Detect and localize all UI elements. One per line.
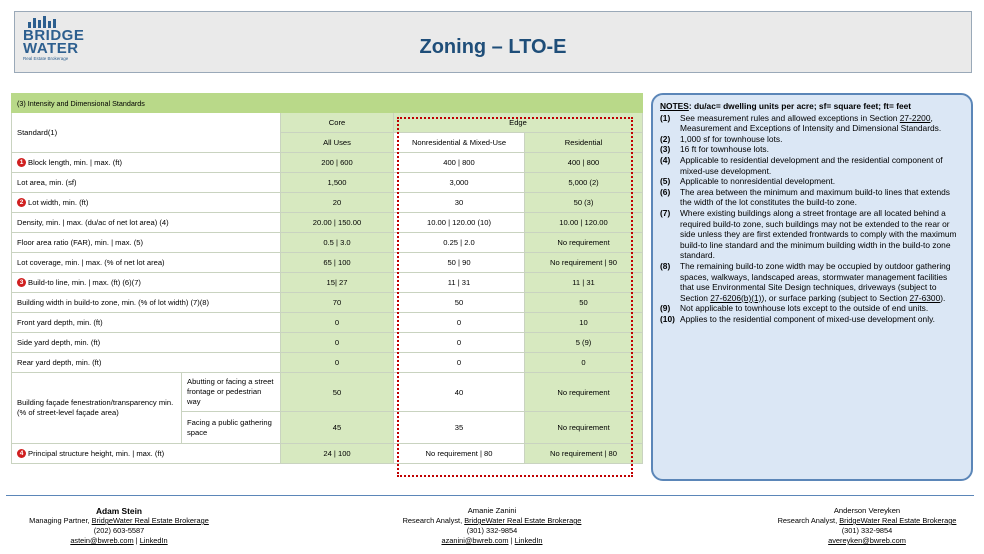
col-residential: Residential — [525, 133, 643, 153]
nonres-value: 50 — [394, 293, 525, 313]
core-value: 0 — [281, 353, 394, 373]
res-value: 5 (9) — [525, 333, 643, 353]
email-link[interactable]: astein@bwreb.com — [70, 536, 134, 545]
table-row — [12, 293, 643, 313]
nonres-value: 0 — [394, 333, 525, 353]
section-title: (3) Intensity and Dimensional Standards — [12, 94, 643, 113]
company-link[interactable]: BridgeWater Real Estate Brokerage — [464, 516, 582, 525]
marker-badge: 4 — [17, 449, 26, 458]
table-row — [12, 213, 643, 233]
core-value: 0.5 | 3.0 — [281, 233, 394, 253]
linkedin-link[interactable]: LinkedIn — [514, 536, 543, 545]
table-row: Facing a public gathering space 45 35 No requirement — [12, 412, 643, 444]
res-value: 11 | 31 — [525, 273, 643, 293]
facade-sub-label: Abutting or facing a street frontage or pedestrian way — [182, 373, 281, 412]
res-value: 10 — [525, 313, 643, 333]
linkedin-link[interactable]: LinkedIn — [139, 536, 168, 545]
row-label: Rear yard depth, min. (ft) — [12, 353, 281, 373]
core-value: 20.00 | 150.00 — [281, 213, 394, 233]
row-label: Building width in build-to zone, min. (% of lot width) (7)(8) — [12, 293, 281, 313]
nonres-value: 10.00 | 120.00 (10) — [394, 213, 525, 233]
res-value: 50 (3) — [525, 193, 643, 213]
marker-badge: 2 — [17, 198, 26, 207]
nonres-value: 30 — [394, 193, 525, 213]
nonres-value: 0 — [394, 353, 525, 373]
nonres-value: 400 | 800 — [394, 153, 525, 173]
company-link[interactable]: BridgeWater Real Estate Brokerage — [839, 516, 957, 525]
contact-card: Amanie Zanini Research Analyst, BridgeWater Real Estate Brokerage (301) 332-9854 azanini@bwreb.com | LinkedIn — [402, 506, 582, 545]
standard-header: Standard(1) — [12, 113, 281, 153]
core-value: 20 — [281, 193, 394, 213]
table-row — [12, 333, 643, 353]
row-label: Side yard depth, min. (ft) — [12, 333, 281, 353]
company-link[interactable]: BridgeWater Real Estate Brokerage — [91, 516, 209, 525]
note-item: (5) Applicable to nonresidential development. — [660, 176, 836, 187]
email-link[interactable]: azanini@bwreb.com — [441, 536, 509, 545]
marker-badge: 1 — [17, 158, 26, 167]
slide-header — [14, 11, 972, 73]
note-item: (6) The area between the minimum and maximum build-to lines that extends the width of the lot constitutes the build-to zone. — [660, 186, 950, 208]
note-item: (10) Applies to the residential component of mixed-use development only. — [660, 313, 935, 324]
footer-divider — [6, 495, 974, 496]
core-value: 1,500 — [281, 173, 394, 193]
core-value: 0 — [281, 313, 394, 333]
section-link[interactable]: 27-2200 — [899, 112, 931, 123]
row-label: 3 Build-to line, min. | max. (ft) (6)(7) — [12, 273, 281, 293]
note-item: (3) 16 ft for townhouse lots. — [660, 144, 769, 155]
notes-panel: NOTES: du/ac= dwelling units per acre; sf= square feet; ft= feet (1) See measurement rules and allowed exceptions in Section 27-2200, Measurement and Exceptions of Intensity and Dimensional Standards. (2) 1,000 sf for townhouse lots. (3) 16 ft for townhouse lots. (4) Applicable to residential development and the residential component of mixed-use development. (5) Applicable to nonresidential development. (6) The area between the minimum and maximum build-to lines that extends the width of the lot constitutes the build-to zone. (7) Where existing buildings along a street frontage are all located behind a required build-to zone, such buildings may not be extended to the rear or side unless they are first extended frontwards to comply with the maximum build-to line standard and the minimum building width in the build-to zone standard. (8) The remaining build-to zone width may be occupied by outdoor gathering spaces, walkways, landscaped areas, stormwater management facilities that use Environmental Site Design techniques, driveways (subject to Section 27-6206(b)(1)), or surface parking (subject to Section 27-6300). (9) Not applicable to townhouse lots except to the outside of end units. (10) Applies to the residential component of mixed-use development only. — [651, 93, 973, 481]
bridgewater-logo: BRIDGE WATER Real Estate Brokerage — [23, 16, 87, 68]
nonres-value: 0.25 | 2.0 — [394, 233, 525, 253]
res-value: No requirement | 90 — [525, 253, 643, 273]
nonres-value: 3,000 — [394, 173, 525, 193]
note-item: (4) Applicable to residential development and the residential component of mixed-use development. — [660, 154, 943, 176]
core-header: Core — [281, 113, 394, 133]
table-row — [12, 233, 643, 253]
section-link[interactable]: 27-6300 — [909, 292, 941, 303]
res-value: 50 — [525, 293, 643, 313]
nonres-value: 50 | 90 — [394, 253, 525, 273]
table-row — [12, 193, 643, 213]
row-label: Density, min. | max. (du/ac of net lot area) (4) — [12, 213, 281, 233]
marker-badge: 3 — [17, 278, 26, 287]
table-row — [12, 273, 643, 293]
note-item: (8) The remaining build-to zone width may be occupied by outdoor gathering spaces, walkways, landscaped areas, stormwater management facilities that use Environmental Site Design techniques, driveways (subject to Section 27-6206(b)(1)), or surface parking (subject to Section 27-6300). — [660, 260, 951, 303]
row-label: 2 Lot width, min. (ft) — [12, 193, 281, 213]
core-value: 65 | 100 — [281, 253, 394, 273]
table-row — [12, 253, 643, 273]
table-row — [12, 313, 643, 333]
table-row: 4 Principal structure height, min. | max. (ft) 24 | 100 No requirement | 80 No requirement | 80 — [12, 444, 643, 464]
facade-sub-label: Facing a public gathering space — [182, 412, 281, 444]
table-row — [12, 153, 643, 173]
page-title: Zoning – LTO-E — [419, 36, 567, 58]
edge-header: Edge — [394, 113, 643, 133]
table-row — [12, 353, 643, 373]
row-label: Floor area ratio (FAR), min. | max. (5) — [12, 233, 281, 253]
note-item: (7) Where existing buildings along a street frontage are all located behind a required build-to zone, such buildings may not be extended to the rear or side unless they are first extended frontwards to comply with the maximum build-to line standard and the minimum building width in the build-to zone standard. — [660, 207, 957, 261]
row-label: 1 Block length, min. | max. (ft) — [12, 153, 281, 173]
note-item: (2) 1,000 sf for townhouse lots. — [660, 133, 783, 144]
contact-card: Anderson Vereyken Research Analyst, BridgeWater Real Estate Brokerage (301) 332-9854 avereyken@bwreb.com — [777, 506, 957, 545]
nonres-value: 0 — [394, 313, 525, 333]
section-link[interactable]: 27-6206(b)(1) — [710, 292, 762, 303]
nonres-value: 11 | 31 — [394, 273, 525, 293]
notes-list — [660, 113, 963, 325]
core-value: 70 — [281, 293, 394, 313]
row-label: Lot area, min. (sf) — [12, 173, 281, 193]
res-value: 400 | 800 — [525, 153, 643, 173]
row-label: Lot coverage, min. | max. (% of net lot area) — [12, 253, 281, 273]
col-all-uses: All Uses — [281, 133, 394, 153]
core-value: 200 | 600 — [281, 153, 394, 173]
res-value: 5,000 (2) — [525, 173, 643, 193]
res-value: 0 — [525, 353, 643, 373]
col-nonresidential: Nonresidential & Mixed-Use — [394, 133, 525, 153]
res-value: 10.00 | 120.00 — [525, 213, 643, 233]
table-row: Building façade fenestration/transparency min. (% of street-level façade area) Abutting or facing a street frontage or pedestrian way 50 40 No requirement — [12, 373, 643, 412]
core-value: 0 — [281, 333, 394, 353]
core-value: 15| 27 — [281, 273, 394, 293]
contact-card: Adam Stein Managing Partner, BridgeWater Real Estate Brokerage (202) 603-5587 astein@bwreb.com | LinkedIn — [29, 506, 209, 545]
row-label: Front yard depth, min. (ft) — [12, 313, 281, 333]
facade-label: Building façade fenestration/transparency min. (% of street-level façade area) — [12, 373, 182, 444]
res-value: No requirement — [525, 233, 643, 253]
email-link[interactable]: avereyken@bwreb.com — [828, 536, 906, 545]
dimensional-standards-table — [11, 93, 642, 464]
note-item: (9) Not applicable to townhouse lots except to the outside of end units. — [660, 303, 929, 314]
table-row — [12, 173, 643, 193]
table-body — [12, 153, 643, 373]
note-item: (1) See measurement rules and allowed exceptions in Section 27-2200, Measurement and Exceptions of Intensity and Dimensional Standards. — [660, 112, 942, 134]
